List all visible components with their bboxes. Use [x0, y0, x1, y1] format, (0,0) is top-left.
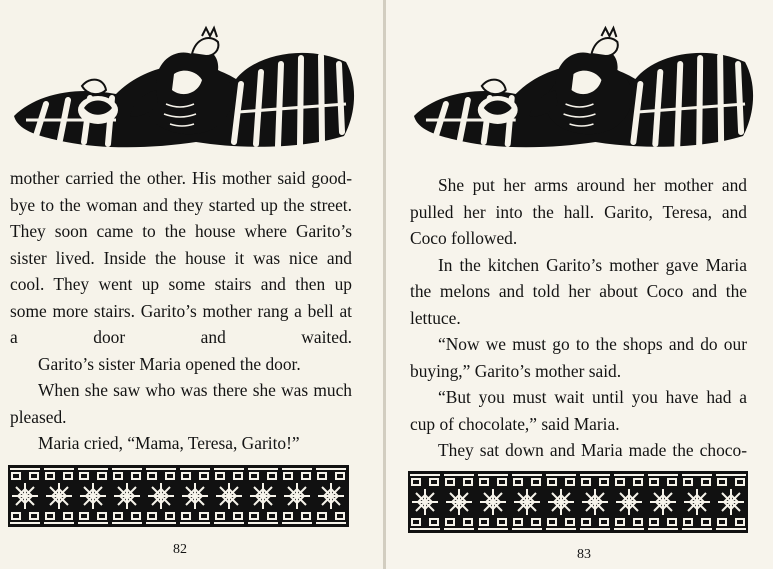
paragraph: They sat down and Maria made the choco- [438, 440, 747, 460]
left-page-text [10, 165, 352, 457]
page-number: 83 [577, 547, 591, 562]
decorative-border [408, 471, 748, 533]
header-illustration [6, 24, 362, 159]
paragraph: mother carried the other. His mother said good-bye to the woman and they started up the street. They soon came to the house where Garito’s sister lived. Inside the house it was nice and cool. They went up some stairs and then up some more stairs. Garito’s mother rang a bell at a door and waited. [10, 168, 352, 347]
left-page [0, 0, 383, 569]
page-number: 82 [173, 542, 187, 557]
paragraph: “But you must wait until you have had a cup of chocolate,” said Maria. [410, 387, 747, 434]
paragraph: When she saw who was there she was much pleased. [10, 380, 352, 427]
paragraph: “Now we must go to the shops and do our buying,” Garito’s mother said. [410, 334, 747, 381]
header-illustration [406, 24, 761, 159]
right-page [386, 0, 773, 569]
paragraph: Maria cried, “Mama, Teresa, Garito!” [38, 433, 300, 453]
paragraph: Garito’s sister Maria opened the door. [38, 353, 301, 374]
decorative-border [8, 465, 349, 527]
right-page-text [410, 172, 747, 464]
paragraph: She put her arms around her mother and pulled her into the hall. Garito, Teresa, and Coco followed. [410, 175, 747, 248]
paragraph: In the kitchen Garito’s mother gave Maria the melons and told her about Coco and the lettuce. [410, 254, 747, 328]
